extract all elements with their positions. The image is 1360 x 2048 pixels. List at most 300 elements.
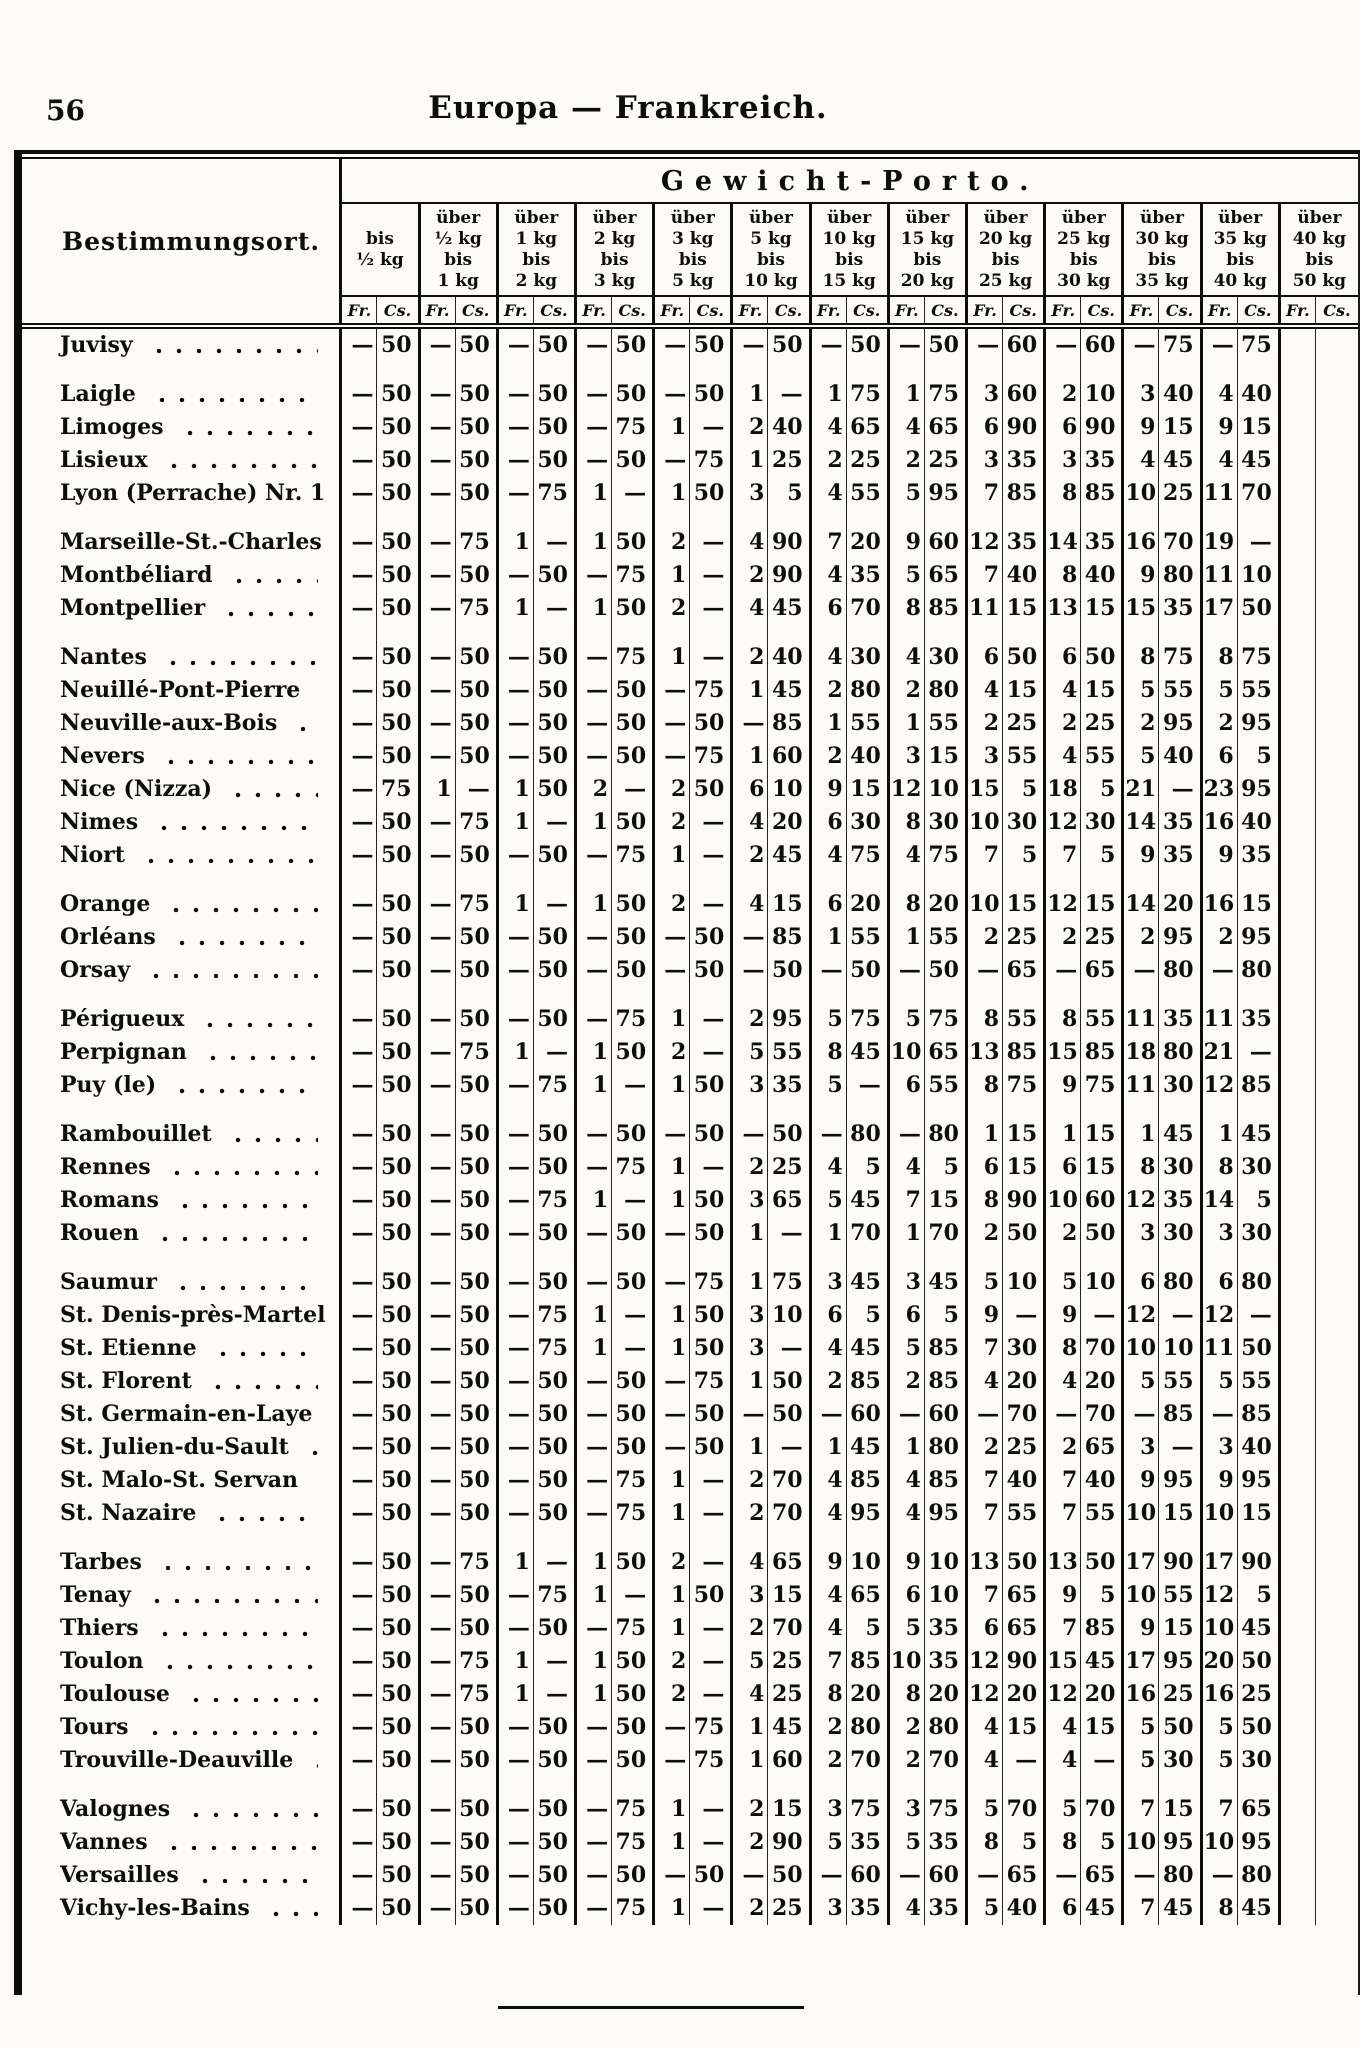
weight-col-line: bis <box>600 250 629 270</box>
fare-cs: 50 <box>768 1365 810 1398</box>
fare-cs: 15 <box>1081 872 1123 921</box>
fare-cs: 55 <box>1159 1579 1201 1612</box>
fare-fr: 1 <box>575 872 611 921</box>
fare-cs: — <box>1003 1744 1045 1777</box>
fare-cs <box>1315 872 1358 921</box>
fare-fr: 1 <box>497 1530 533 1579</box>
fare-fr: 3 <box>732 1299 768 1332</box>
fare-fr: 1 <box>497 1678 533 1711</box>
fare-cs: 50 <box>377 1777 419 1826</box>
unit-header-fr: Fr. <box>732 296 768 326</box>
fare-cs: 25 <box>768 1678 810 1711</box>
fare-cs: 80 <box>1159 1859 1201 1892</box>
fare-cs: 15 <box>924 740 966 773</box>
fare-fr: — <box>575 559 611 592</box>
fare-fr: — <box>419 1332 455 1365</box>
fare-cs: 50 <box>690 1431 732 1464</box>
dot-leader <box>229 568 319 590</box>
fare-cs: 70 <box>768 1464 810 1497</box>
fare-fr <box>1279 1217 1315 1250</box>
fare-fr: — <box>419 477 455 510</box>
fare-cs: 50 <box>612 921 654 954</box>
fare-cs: 70 <box>846 592 888 625</box>
fare-cs: 55 <box>924 1069 966 1102</box>
fare-fr: 2 <box>966 921 1002 954</box>
fare-cs: 15 <box>1237 1497 1279 1530</box>
fare-cs: 50 <box>455 1365 497 1398</box>
fare-cs: 95 <box>1237 1464 1279 1497</box>
fare-fr: — <box>1201 1398 1237 1431</box>
fare-cs: — <box>768 362 810 411</box>
fare-cs: 50 <box>455 921 497 954</box>
fare-fr: 4 <box>888 1464 924 1497</box>
destination-name: Versailles <box>60 1862 179 1888</box>
fare-cs: 50 <box>377 1036 419 1069</box>
fare-cs: 50 <box>377 1102 419 1151</box>
fare-cs <box>1315 1826 1358 1859</box>
fare-fr: 1 <box>888 1431 924 1464</box>
dot-leader <box>212 1506 318 1528</box>
fare-fr: 13 <box>966 1036 1002 1069</box>
fare-fr: 7 <box>1045 1612 1081 1645</box>
fare-cs: 30 <box>1003 1332 1045 1365</box>
fare-fr: 3 <box>810 1777 846 1826</box>
destination-name: Rennes <box>60 1154 151 1180</box>
dot-leader <box>158 1555 318 1577</box>
fare-cs: 50 <box>690 707 732 740</box>
unit-header-cs: Cs. <box>1237 296 1279 326</box>
fare-cs: 75 <box>690 1365 732 1398</box>
destination-name: St. Nazaire <box>60 1500 197 1526</box>
fare-cs: 50 <box>1081 1530 1123 1579</box>
fare-cs: 50 <box>455 954 497 987</box>
fare-cs: 65 <box>846 1579 888 1612</box>
weight-col-line: über <box>905 208 950 228</box>
fare-cs: 85 <box>846 1645 888 1678</box>
fare-cs: 50 <box>690 1299 732 1332</box>
fare-fr: 3 <box>732 477 768 510</box>
fare-fr: 10 <box>1201 1826 1237 1859</box>
fare-cs: 5 <box>1081 1826 1123 1859</box>
fare-cs: 50 <box>1081 625 1123 674</box>
fare-cs: 80 <box>1237 954 1279 987</box>
fare-cs: 70 <box>1081 1398 1123 1431</box>
fare-fr: 2 <box>810 1744 846 1777</box>
fare-fr: — <box>341 740 377 773</box>
destination-name: Nimes <box>60 809 139 835</box>
fare-cs: 50 <box>377 1151 419 1184</box>
fare-cs: — <box>690 1892 732 1925</box>
fare-cs: 50 <box>455 1102 497 1151</box>
fare-fr: 2 <box>654 773 690 806</box>
table-row <box>22 1250 1358 1299</box>
fare-cs: 45 <box>1159 1102 1201 1151</box>
fare-fr: 6 <box>1045 625 1081 674</box>
fare-fr: — <box>654 921 690 954</box>
fare-cs: 75 <box>533 1069 575 1102</box>
fare-cs: 50 <box>455 1892 497 1925</box>
fare-fr: 1 <box>732 362 768 411</box>
fare-fr: — <box>1123 326 1159 362</box>
fare-cs: 50 <box>612 1859 654 1892</box>
destination-name: Vichy-les-Bains <box>60 1895 250 1921</box>
fare-fr: — <box>341 674 377 707</box>
fare-fr: 2 <box>732 559 768 592</box>
fare-cs: 25 <box>768 1892 810 1925</box>
fare-cs: 50 <box>455 1579 497 1612</box>
fare-fr: — <box>419 1398 455 1431</box>
fare-cs: 10 <box>768 773 810 806</box>
table-body <box>22 326 1358 1925</box>
weight-col-header <box>732 203 810 296</box>
fare-fr: — <box>654 1859 690 1892</box>
fare-cs: 50 <box>377 872 419 921</box>
table-row <box>22 326 1358 362</box>
fare-cs: 50 <box>455 1859 497 1892</box>
destination-cell <box>22 1069 341 1102</box>
destination-cell <box>22 1036 341 1069</box>
dot-leader <box>180 420 319 442</box>
fare-cs: 65 <box>1003 1859 1045 1892</box>
fare-cs: 75 <box>924 1777 966 1826</box>
fare-cs: 55 <box>846 707 888 740</box>
table-row <box>22 1464 1358 1497</box>
fare-fr: — <box>419 559 455 592</box>
fare-cs: 50 <box>533 1398 575 1431</box>
fare-fr <box>1279 921 1315 954</box>
fare-cs: 35 <box>924 1826 966 1859</box>
fare-cs: 50 <box>690 1579 732 1612</box>
fare-cs: 50 <box>455 1431 497 1464</box>
fare-cs: 50 <box>377 1250 419 1299</box>
fare-cs: 75 <box>1003 1069 1045 1102</box>
fare-fr: 4 <box>810 839 846 872</box>
fare-fr: — <box>341 806 377 839</box>
fare-cs: 50 <box>377 740 419 773</box>
fare-fr: 12 <box>966 1678 1002 1711</box>
weight-col-header <box>1045 203 1123 296</box>
fare-cs: 50 <box>1237 1711 1279 1744</box>
fare-fr: — <box>497 477 533 510</box>
destination-name: St. Germain-en-Laye <box>60 1401 313 1427</box>
fare-fr: 6 <box>810 1299 846 1332</box>
fare-cs: 35 <box>1159 806 1201 839</box>
fare-fr: 8 <box>810 1678 846 1711</box>
fare-cs: 50 <box>690 773 732 806</box>
fare-cs: 55 <box>846 477 888 510</box>
fare-fr <box>1279 1036 1315 1069</box>
fare-fr: 4 <box>966 1711 1002 1744</box>
fare-cs <box>1315 1431 1358 1464</box>
fare-cs: 50 <box>455 326 497 362</box>
fare-cs <box>1315 806 1358 839</box>
fare-fr: 5 <box>1123 740 1159 773</box>
weight-col-line: über <box>1139 208 1184 228</box>
fare-cs: 50 <box>690 954 732 987</box>
fare-fr: 2 <box>888 1365 924 1398</box>
fare-fr: 1 <box>654 1777 690 1826</box>
fare-cs: 50 <box>612 1711 654 1744</box>
fare-cs: 50 <box>1237 1645 1279 1678</box>
fare-cs: 55 <box>1003 987 1045 1036</box>
fare-fr: — <box>654 674 690 707</box>
fare-fr: 2 <box>654 806 690 839</box>
fare-cs: 75 <box>690 674 732 707</box>
fare-fr: — <box>341 1184 377 1217</box>
fare-cs: 50 <box>377 411 419 444</box>
fare-cs: 75 <box>455 1036 497 1069</box>
fare-fr: 6 <box>1045 1892 1081 1925</box>
unit-header-fr: Fr. <box>1201 296 1237 326</box>
fare-cs: 15 <box>1003 1711 1045 1744</box>
fare-cs: 50 <box>377 362 419 411</box>
fare-fr: — <box>497 1431 533 1464</box>
fare-fr: — <box>419 1859 455 1892</box>
weight-col-line: 30 kg <box>1057 271 1111 291</box>
weight-col-line: 35 kg <box>1135 271 1189 291</box>
fare-cs: 50 <box>1237 1332 1279 1365</box>
dot-leader <box>160 1654 319 1676</box>
fare-cs: 50 <box>455 1151 497 1184</box>
fare-cs: 50 <box>455 362 497 411</box>
unit-header-fr: Fr. <box>888 296 924 326</box>
fare-cs: — <box>533 806 575 839</box>
fare-fr: — <box>497 1744 533 1777</box>
fare-cs <box>1315 1678 1358 1711</box>
fare-fr: — <box>419 362 455 411</box>
fare-fr <box>1279 625 1315 674</box>
fare-cs: 50 <box>612 806 654 839</box>
fare-cs: 15 <box>1003 592 1045 625</box>
fare-fr: 1 <box>732 444 768 477</box>
fare-fr: 1 <box>575 1678 611 1711</box>
fare-fr: 2 <box>810 740 846 773</box>
fare-fr <box>1279 1859 1315 1892</box>
destination-name: Nice (Nizza) <box>60 776 213 802</box>
fare-fr: — <box>497 1711 533 1744</box>
fare-cs: — <box>768 1431 810 1464</box>
fare-cs: 50 <box>533 559 575 592</box>
fare-fr: — <box>341 1464 377 1497</box>
fare-fr: 1 <box>654 1612 690 1645</box>
dot-leader <box>154 815 318 837</box>
fare-fr: — <box>1123 954 1159 987</box>
fare-fr: — <box>419 592 455 625</box>
fare-cs: — <box>690 839 732 872</box>
fare-fr: — <box>419 740 455 773</box>
fare-cs <box>1315 1711 1358 1744</box>
fare-fr: — <box>732 326 768 362</box>
fare-cs: 45 <box>768 592 810 625</box>
fare-fr: — <box>497 1332 533 1365</box>
fare-cs: 95 <box>1159 1645 1201 1678</box>
destination-name: Orsay <box>60 957 131 983</box>
fare-cs: — <box>612 1069 654 1102</box>
fare-cs: 75 <box>533 1579 575 1612</box>
fare-fr: 6 <box>1201 1250 1237 1299</box>
fare-fr: 2 <box>732 1777 768 1826</box>
fare-cs: 50 <box>924 326 966 362</box>
fare-fr: — <box>575 674 611 707</box>
fare-cs: 5 <box>846 1151 888 1184</box>
fare-cs: 20 <box>846 1678 888 1711</box>
fare-cs: 75 <box>846 1777 888 1826</box>
unit-header-cs: Cs. <box>612 296 654 326</box>
fare-cs: 20 <box>846 872 888 921</box>
fare-fr: — <box>575 1744 611 1777</box>
destination-cell <box>22 1398 341 1431</box>
fare-fr: — <box>497 1250 533 1299</box>
fare-cs: 45 <box>846 1332 888 1365</box>
table-row <box>22 1711 1358 1744</box>
fare-cs <box>1315 839 1358 872</box>
fare-cs <box>1315 362 1358 411</box>
fare-cs: 50 <box>612 510 654 559</box>
fare-fr: 7 <box>1123 1777 1159 1826</box>
weight-col-line: bis <box>444 250 473 270</box>
destination-name: St. Etienne <box>60 1335 197 1361</box>
fare-fr: 9 <box>1123 839 1159 872</box>
fare-fr <box>1279 1612 1315 1645</box>
fare-cs: 95 <box>1159 707 1201 740</box>
dot-leader <box>175 1193 318 1215</box>
fare-fr: — <box>341 592 377 625</box>
fare-fr: 8 <box>1123 625 1159 674</box>
fare-fr: — <box>966 1398 1002 1431</box>
fare-cs: 50 <box>455 740 497 773</box>
fare-cs: 10 <box>1003 1250 1045 1299</box>
fare-fr: 1 <box>497 1036 533 1069</box>
fare-fr: — <box>575 740 611 773</box>
fare-cs: 10 <box>924 773 966 806</box>
fare-cs: 50 <box>612 707 654 740</box>
fare-cs: 50 <box>612 954 654 987</box>
fare-fr: 8 <box>1045 987 1081 1036</box>
weight-col-line: 5 kg <box>672 271 714 291</box>
fare-fr: 7 <box>1045 1464 1081 1497</box>
table-row <box>22 1579 1358 1612</box>
destination-name: Perpignan <box>60 1039 187 1065</box>
fare-cs: 50 <box>690 1398 732 1431</box>
fare-fr: 1 <box>732 740 768 773</box>
fare-fr: — <box>419 1579 455 1612</box>
fare-cs: 50 <box>612 362 654 411</box>
fare-fr: 4 <box>1045 740 1081 773</box>
fare-cs: 45 <box>1237 1612 1279 1645</box>
fare-fr: 1 <box>732 1744 768 1777</box>
fare-cs: 75 <box>455 1530 497 1579</box>
fare-fr: 11 <box>1201 1332 1237 1365</box>
fare-fr: — <box>575 1250 611 1299</box>
fare-fr: 1 <box>654 1151 690 1184</box>
fare-cs: 70 <box>924 1744 966 1777</box>
fare-fr: 2 <box>732 1464 768 1497</box>
fare-fr: — <box>654 707 690 740</box>
fare-cs: 75 <box>690 1250 732 1299</box>
fare-cs: — <box>690 1497 732 1530</box>
fare-fr: — <box>654 1744 690 1777</box>
fare-cs: 50 <box>377 326 419 362</box>
fare-cs: 85 <box>1003 1036 1045 1069</box>
fare-fr: — <box>419 1744 455 1777</box>
fare-fr: 1 <box>575 1332 611 1365</box>
fare-fr: — <box>497 1299 533 1332</box>
fare-fr: 1 <box>654 1069 690 1102</box>
fare-cs: — <box>1003 1299 1045 1332</box>
fare-fr: — <box>497 921 533 954</box>
fare-cs: 50 <box>455 1184 497 1217</box>
destination-name: Lisieux <box>60 447 148 473</box>
fare-cs: 35 <box>1003 510 1045 559</box>
fare-fr: 6 <box>966 625 1002 674</box>
fare-fr <box>1279 1299 1315 1332</box>
fare-fr: 13 <box>1045 1530 1081 1579</box>
fare-cs: 50 <box>455 477 497 510</box>
unit-header-fr: Fr. <box>810 296 846 326</box>
fare-cs <box>1315 1250 1358 1299</box>
dot-leader <box>309 1753 318 1775</box>
fare-fr: — <box>497 444 533 477</box>
fare-fr: 1 <box>732 1431 768 1464</box>
table-row <box>22 1217 1358 1250</box>
fare-cs: — <box>533 592 575 625</box>
fare-cs: 45 <box>1237 444 1279 477</box>
fare-fr: — <box>419 1250 455 1299</box>
fare-cs: 50 <box>690 1184 732 1217</box>
fare-cs: 50 <box>533 362 575 411</box>
fare-fr: — <box>575 1398 611 1431</box>
fare-fr: 1 <box>810 921 846 954</box>
footnote-rule <box>498 2006 804 2009</box>
fare-cs: 80 <box>924 1711 966 1744</box>
fare-cs: 35 <box>1081 510 1123 559</box>
fare-cs: 40 <box>768 625 810 674</box>
fare-fr: 5 <box>888 1332 924 1365</box>
fare-fr <box>1279 872 1315 921</box>
weight-col-header <box>654 203 732 296</box>
fare-fr: 5 <box>810 1826 846 1859</box>
fare-fr: — <box>497 1497 533 1530</box>
destination-name: Périgueux <box>60 1006 185 1032</box>
fare-cs: 75 <box>846 839 888 872</box>
fare-cs: 50 <box>533 1892 575 1925</box>
fare-fr: — <box>810 1859 846 1892</box>
fare-fr: 2 <box>732 1497 768 1530</box>
dot-leader <box>164 453 319 475</box>
fare-fr: — <box>575 1711 611 1744</box>
fare-fr: 12 <box>966 510 1002 559</box>
fare-cs: 50 <box>455 1777 497 1826</box>
destination-name: Limoges <box>60 414 164 440</box>
weight-col-header <box>341 203 419 296</box>
fare-cs: 65 <box>1081 1859 1123 1892</box>
fare-cs: 45 <box>846 1250 888 1299</box>
fare-fr: — <box>575 411 611 444</box>
fare-fr: 9 <box>1123 1612 1159 1645</box>
weight-col-line: 10 kg <box>744 271 798 291</box>
fare-cs: 30 <box>846 625 888 674</box>
fare-cs: 25 <box>1003 1431 1045 1464</box>
fare-cs: 5 <box>1003 1826 1045 1859</box>
fare-fr: 16 <box>1201 806 1237 839</box>
fare-cs: 50 <box>377 1678 419 1711</box>
fare-cs: 55 <box>1159 1365 1201 1398</box>
fare-fr: — <box>497 1069 533 1102</box>
weight-col-line: bis <box>1305 250 1334 270</box>
fare-fr: 8 <box>1045 477 1081 510</box>
fare-cs: 80 <box>924 674 966 707</box>
fare-fr: 2 <box>888 1711 924 1744</box>
